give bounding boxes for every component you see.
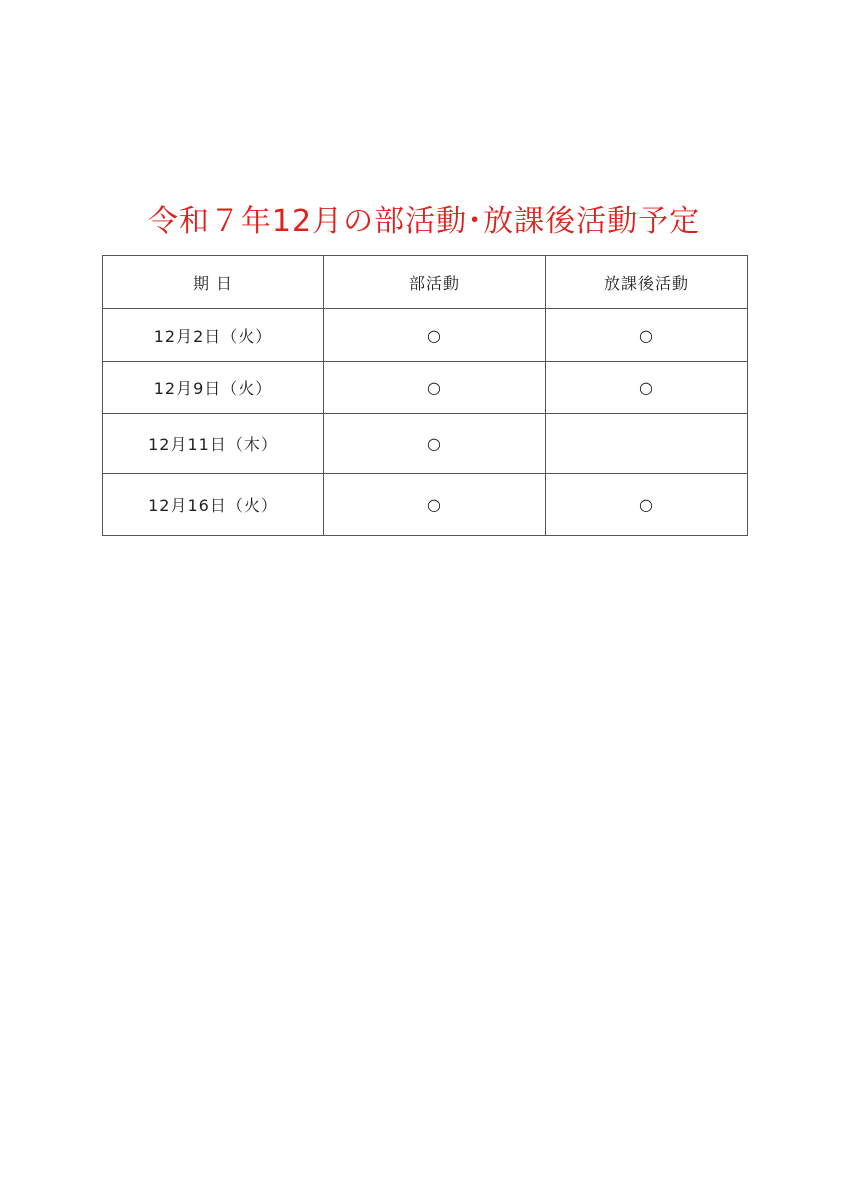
table-row [103, 309, 748, 362]
table-row [103, 362, 748, 414]
club-activity-mark: ○ [324, 309, 546, 362]
date-cell: 12月2日（火） [103, 309, 324, 362]
date-cell: 12月9日（火） [103, 362, 324, 414]
date-cell: 12月11日（木） [103, 414, 324, 474]
club-activity-mark: ○ [324, 474, 546, 536]
after-school-mark: ○ [546, 309, 748, 362]
after-school-mark: ○ [546, 474, 748, 536]
header-date: 期 日 [103, 256, 324, 309]
table-row [103, 414, 748, 474]
club-activity-mark: ○ [324, 414, 546, 474]
header-club-activity: 部活動 [324, 256, 546, 309]
date-cell: 12月16日（火） [103, 474, 324, 536]
club-activity-mark: ○ [324, 362, 546, 414]
table-row [103, 474, 748, 536]
schedule-table [102, 255, 748, 536]
header-after-school-activity: 放課後活動 [546, 256, 748, 309]
after-school-mark [546, 414, 748, 474]
table-header-row [103, 256, 748, 309]
page-title: 令和７年12月の部活動･放課後活動予定 [147, 204, 701, 239]
after-school-mark: ○ [546, 362, 748, 414]
